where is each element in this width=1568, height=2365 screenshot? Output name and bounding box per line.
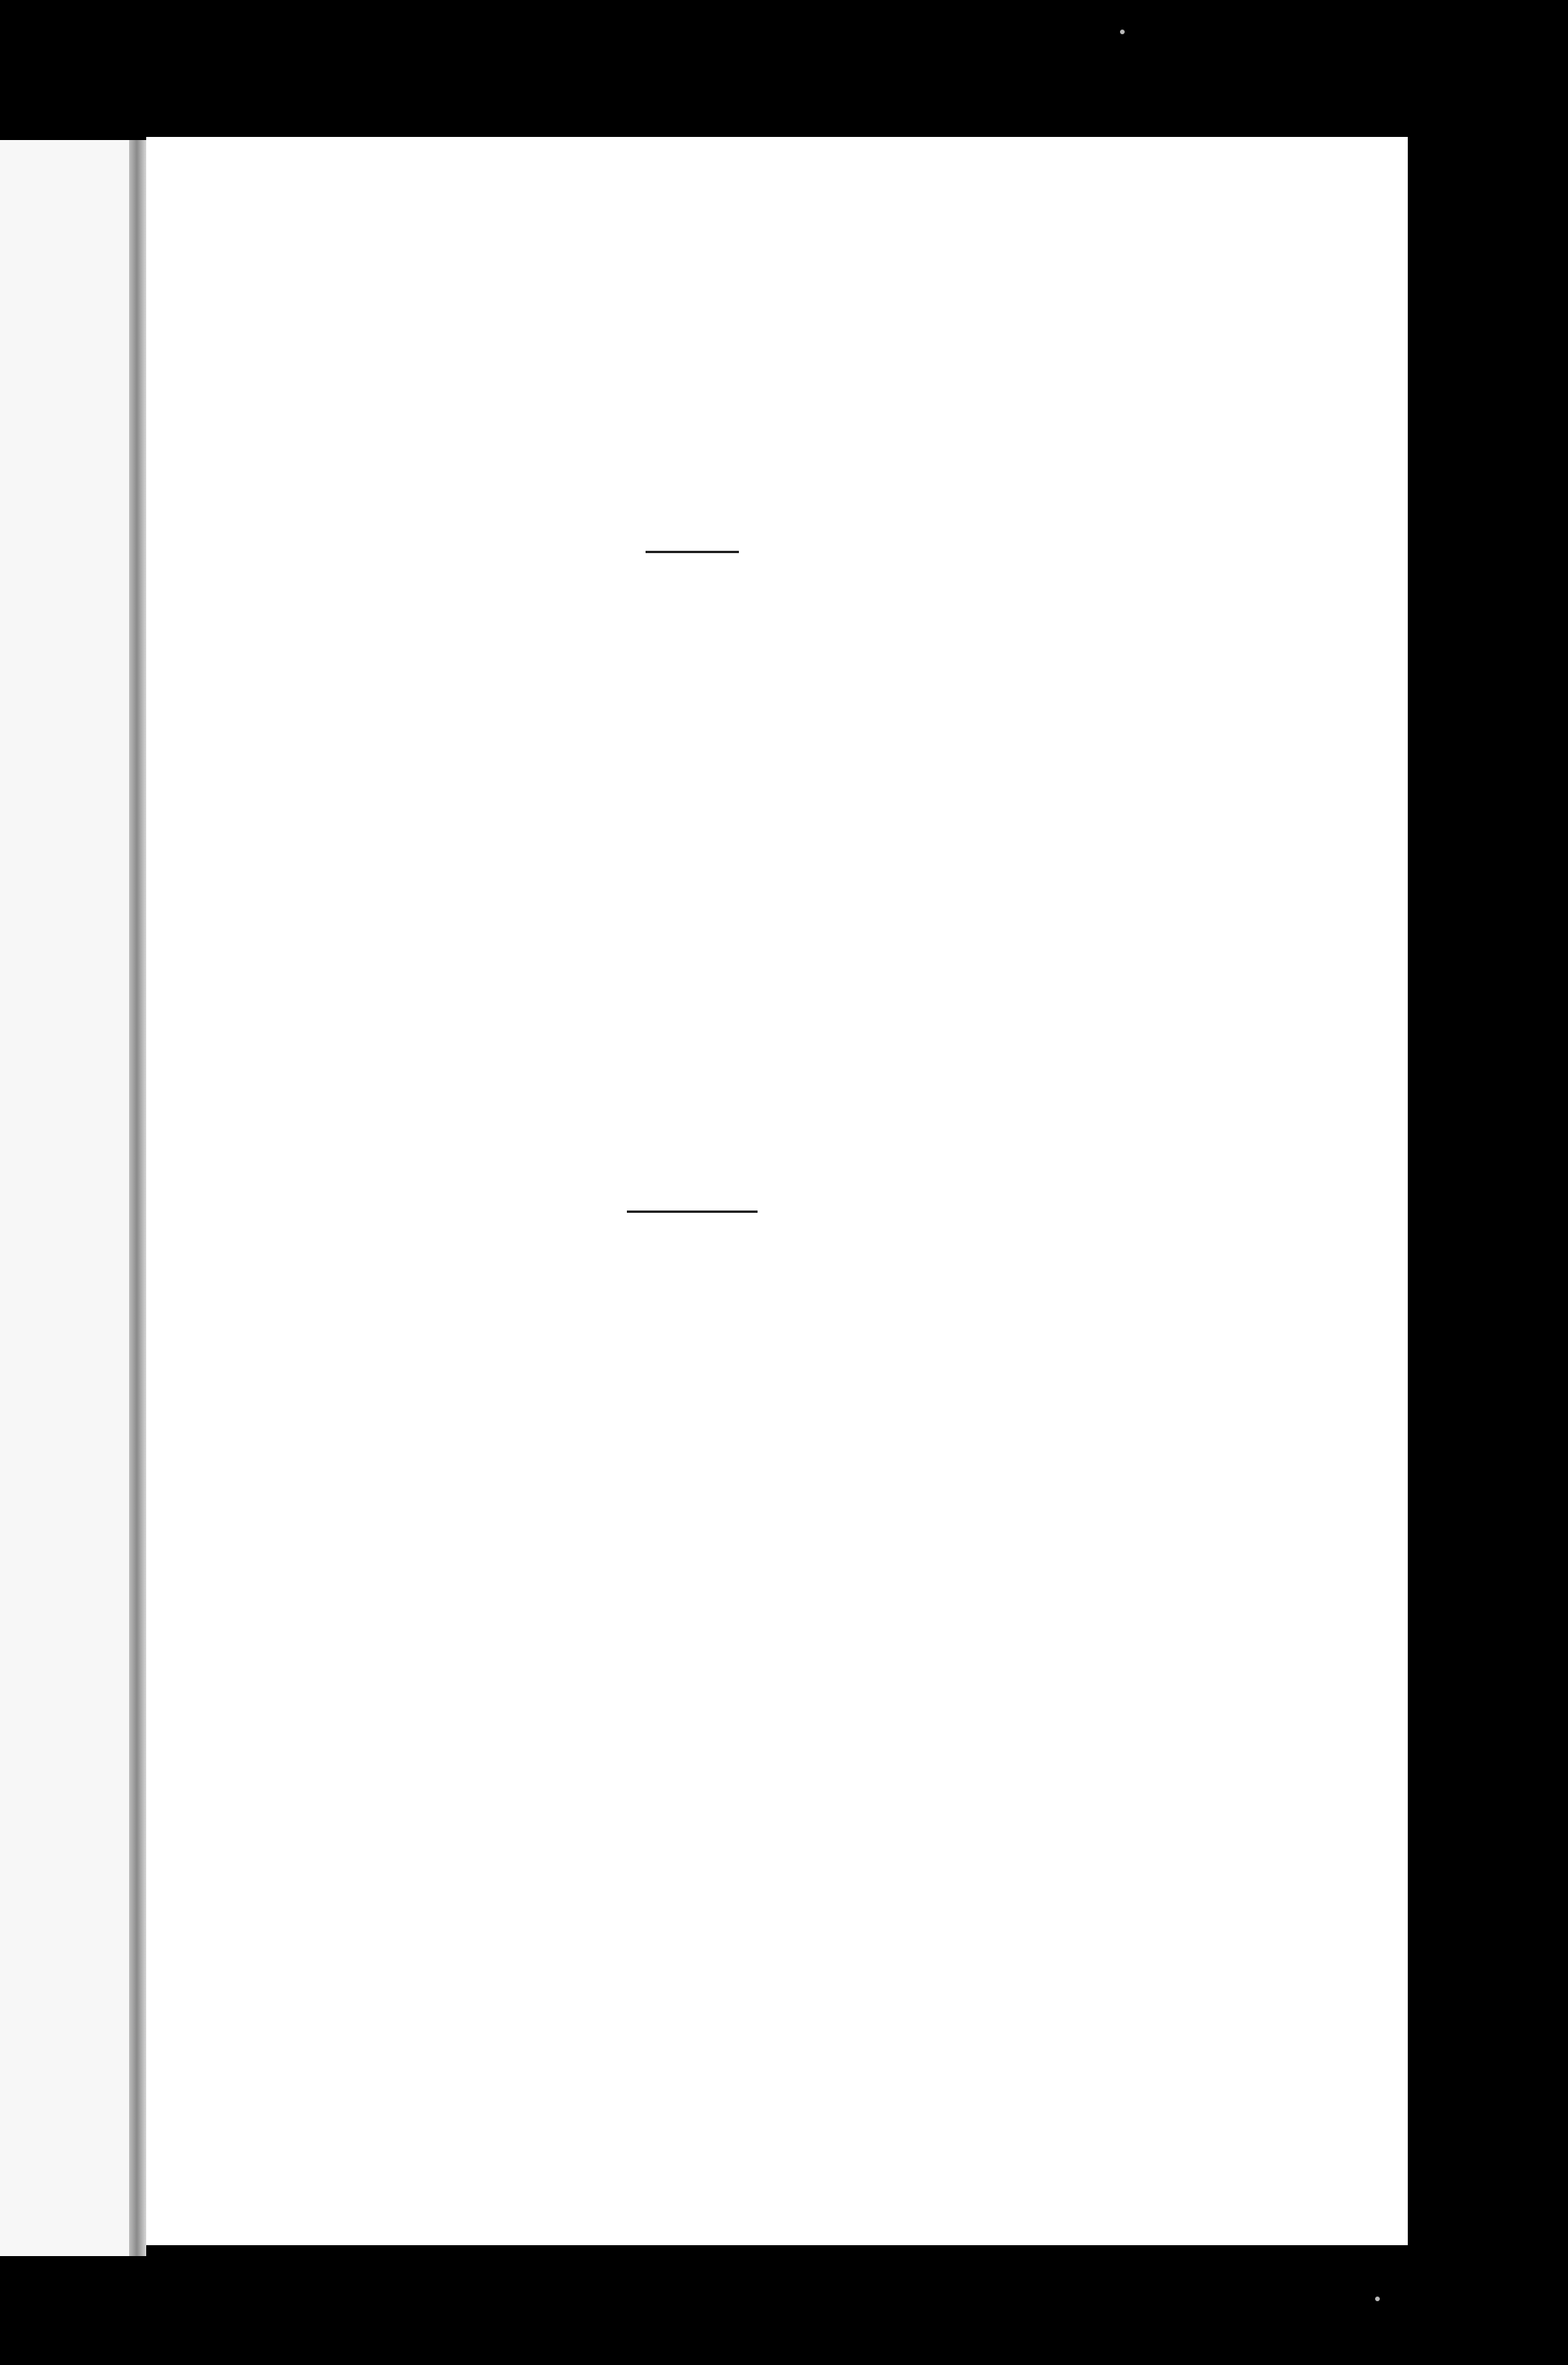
fee-row-ditto <box>246 641 1257 681</box>
scan-speck <box>1375 2297 1380 2301</box>
fee-table <box>246 641 1257 681</box>
document-page <box>146 137 1408 2245</box>
section-divider <box>627 1211 758 1213</box>
scan-speck <box>1120 30 1125 34</box>
book-spine <box>129 140 146 2256</box>
left-page-fragment <box>0 140 136 2256</box>
title-divider <box>646 551 739 553</box>
